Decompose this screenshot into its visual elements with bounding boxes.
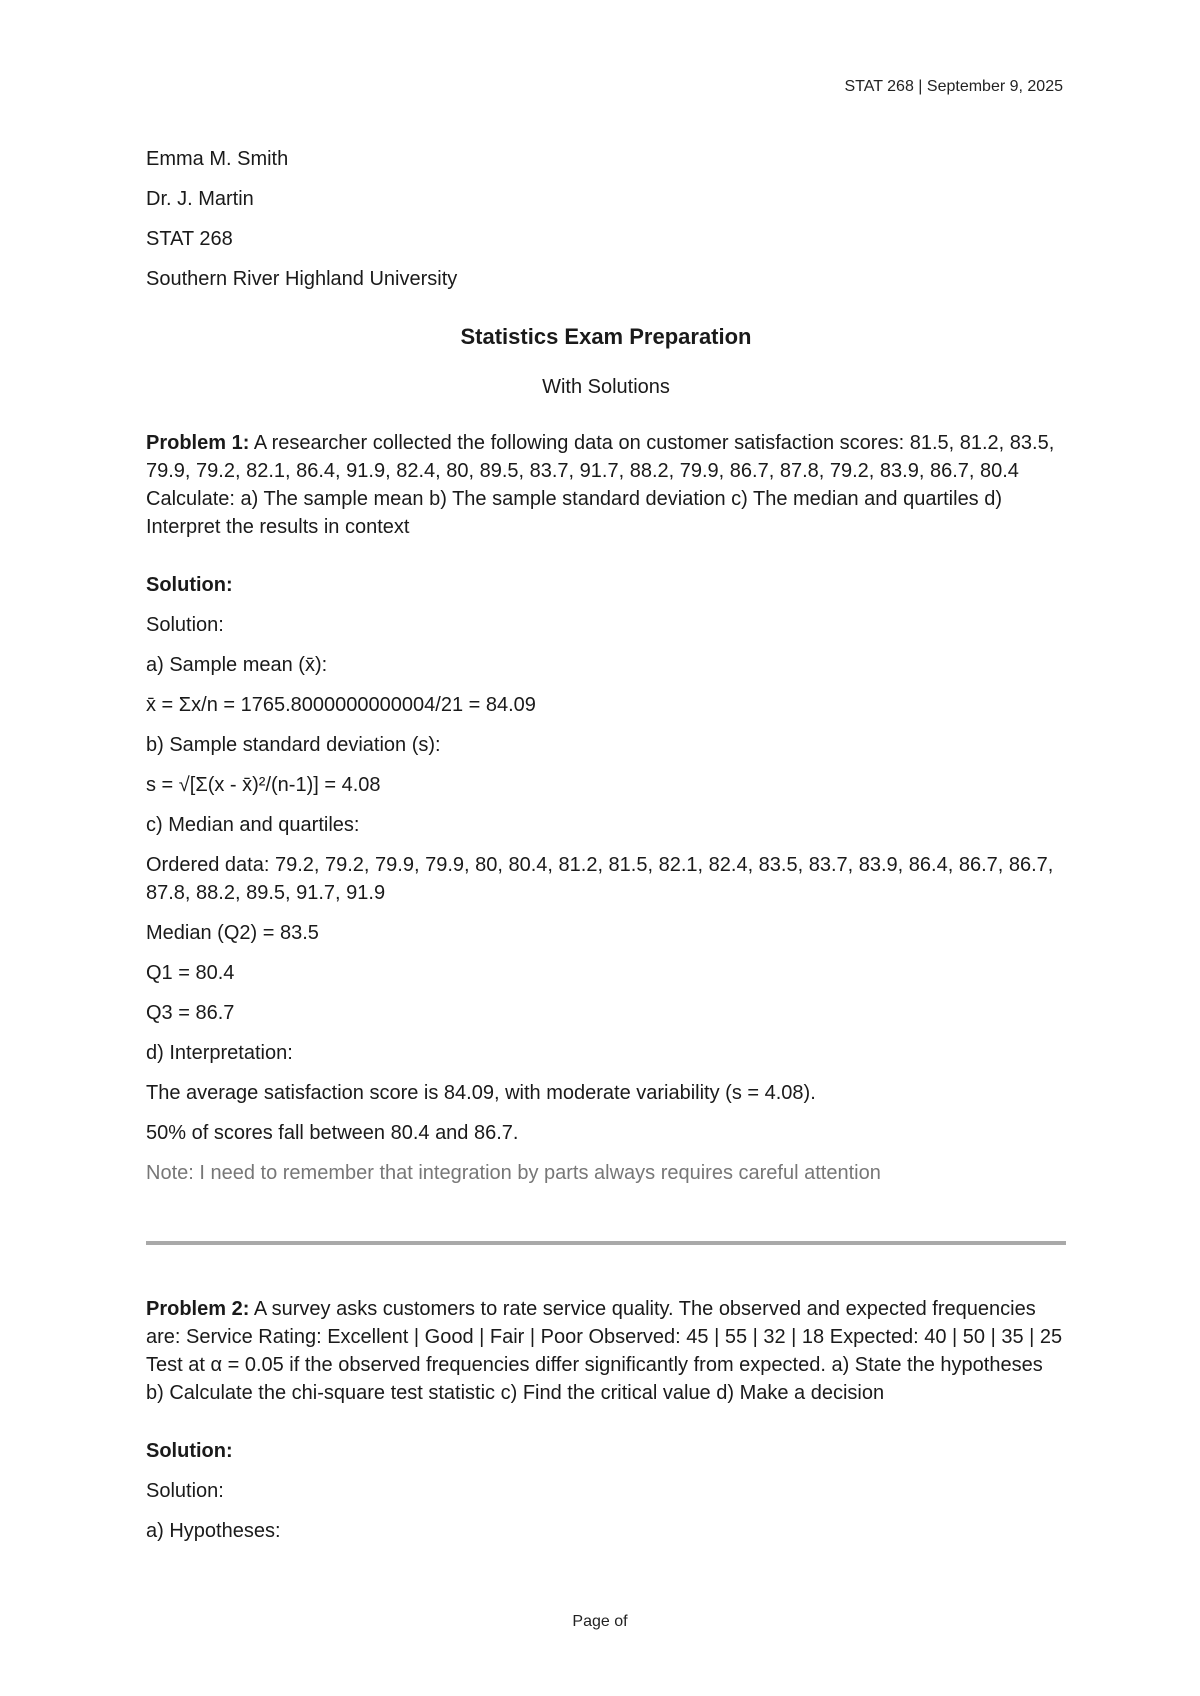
document-body — [146, 145, 1066, 1557]
solution-line: a) Sample mean (x̄): — [146, 654, 328, 676]
author-block — [146, 145, 1066, 293]
problem-1-text: A researcher collected the following data on customer satisfaction scores: 81.5, 81.2, 83.5, 79.9, 79.2, 82.1, 86.4, 91.9, 82.4, 80, 89.5, 83.7, 91.7, 88.2, 79.9, 86.7, 87.8, 79.2, 83.9, 86.7, 80.4 Calculate: a) The sample mean b) The sample standard deviation c) The median and quartiles d) Interpret the results in context — [146, 432, 1055, 538]
problem-2-label: Problem 2: — [146, 1298, 250, 1320]
solution-line: b) Sample standard deviation (s): — [146, 734, 441, 756]
solution-line: Q1 = 80.4 — [146, 962, 235, 984]
solution-line: c) Median and quartiles: — [146, 814, 360, 836]
solution-line: Q3 = 86.7 — [146, 1002, 235, 1024]
problem-2-solution-heading: Solution: — [146, 1440, 233, 1462]
solution-line: s = √[Σ(x - x̄)²/(n-1)] = 4.08 — [146, 774, 381, 796]
university-name: Southern River Highland University — [146, 268, 458, 290]
document-subtitle: With Solutions — [542, 376, 670, 398]
author-name: Emma M. Smith — [146, 148, 289, 170]
problem-1-solution-heading: Solution: — [146, 574, 233, 596]
solution-line: a) Hypotheses: — [146, 1520, 281, 1542]
solution-line: d) Interpretation: — [146, 1042, 293, 1064]
solution-line: x̄ = Σx/n = 1765.8000000000004/21 = 84.09 — [146, 694, 536, 716]
solution-line: Ordered data: 79.2, 79.2, 79.9, 79.9, 80, 80.4, 81.2, 81.5, 82.1, 82.4, 83.5, 83.7, 83.9, 86.4, 86.7, 86.7, 87.8, 88.2, 89.5, 91.7, 91.9 — [146, 854, 1054, 904]
problem-1-note: Note: I need to remember that integration by parts always requires careful attention — [146, 1162, 881, 1184]
document-title: Statistics Exam Preparation — [460, 324, 752, 349]
solution-line: Solution: — [146, 614, 224, 636]
page-footer: Page of — [572, 1613, 628, 1630]
solution-line: 50% of scores fall between 80.4 and 86.7. — [146, 1122, 519, 1144]
solution-line: The average satisfaction score is 84.09, with moderate variability (s = 4.08). — [146, 1082, 816, 1104]
solution-line: Solution: — [146, 1480, 224, 1502]
section-divider — [146, 1241, 1066, 1245]
problem-1-statement — [146, 429, 1066, 541]
page-header: STAT 268 | September 9, 2025 — [844, 78, 1063, 95]
problem-1 — [146, 429, 1066, 1187]
problem-1-label: Problem 1: — [146, 432, 250, 454]
course-code: STAT 268 — [146, 228, 233, 250]
problem-2-statement — [146, 1295, 1066, 1407]
instructor-name: Dr. J. Martin — [146, 188, 254, 210]
problem-2 — [146, 1295, 1066, 1545]
solution-line: Median (Q2) = 83.5 — [146, 922, 319, 944]
problem-2-text: A survey asks customers to rate service quality. The observed and expected frequencies are: Service Rating: Excellent | Good | Fair | Poor Observed: 45 | 55 | 32 | 18 Expected: 40 | 50 | 35 | 25 Test at α = 0.05 if the observed frequencies differ significantly from expected. a) State the hypotheses b) Calculate the chi-square test statistic c) Find the critical value d) Make a decision — [146, 1298, 1063, 1404]
